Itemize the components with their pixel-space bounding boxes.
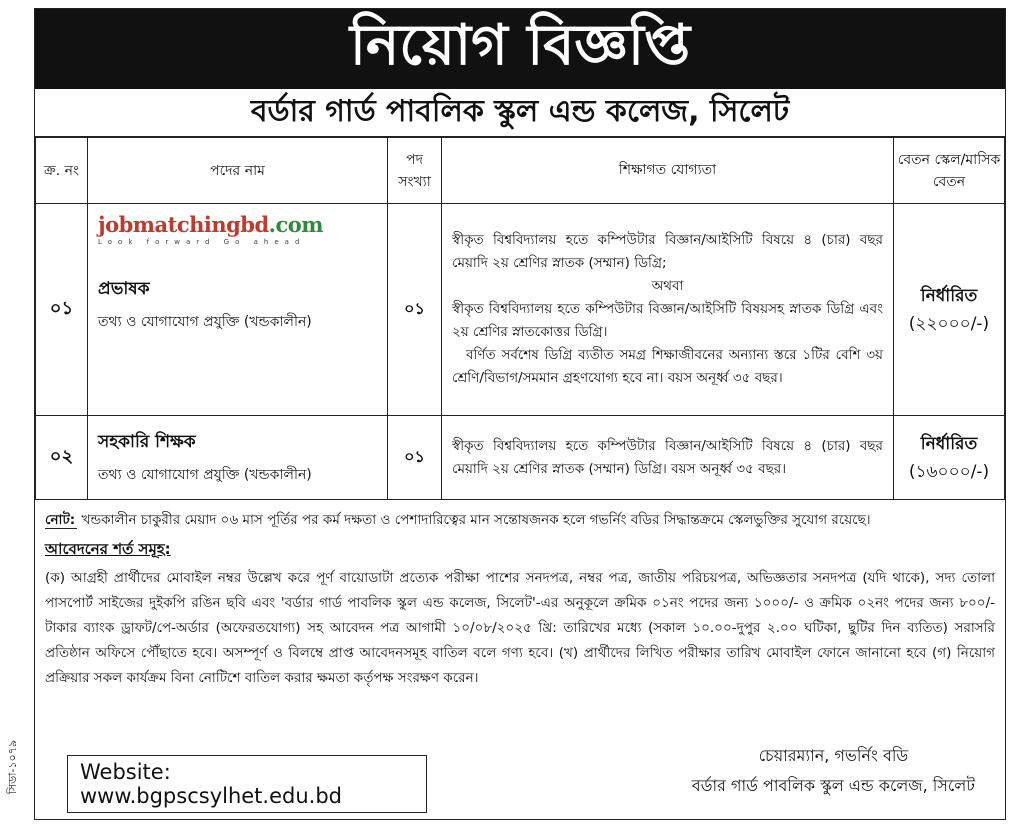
signatory-org: বর্ডার গার্ড পাবলিক স্কুল এন্ড কলেজ, সিলেট: [691, 776, 975, 795]
header-qualification: শিক্ষাগত যোগ্যতা: [442, 138, 894, 204]
vacancy-table: [35, 137, 1005, 500]
signatory-title: চেয়ারম্যান, গভর্নিং বডি: [758, 746, 909, 765]
salary-amount: (১৬০০০/-): [908, 461, 990, 482]
logo-tagline: Look forward Go ahead: [98, 238, 306, 246]
salary-label: নির্ধারিত: [920, 433, 978, 454]
signature-block: [692, 741, 975, 801]
header-count: পদ সংখ্যা: [388, 138, 442, 204]
note: [45, 508, 995, 533]
post-subject: তথ্য ও যোগাযোগ প্রযুক্তি (খন্ডকালীন): [98, 314, 312, 330]
header-serial: ক্র. নং: [36, 138, 88, 204]
row-qualification: [442, 204, 894, 416]
qualification-text: বর্ণিত সর্বশেষ ডিগ্রি ব্যতীত সমগ্র শিক্ষাজীবনের অন্যান্য স্তরে ১টির বেশি ৩য় শ্রেণি/বিভাগ/সমমান গ্রহণযোগ্য হবে না। বয়স অনূর্ধ্ব ৩৫ বছর।: [452, 347, 883, 386]
post-subject: তথ্য ও যোগাযোগ প্রযুক্তি (খন্ডকালীন): [98, 466, 312, 483]
table-row: [36, 204, 1005, 416]
website-box[interactable]: Website: www.bgpscsylhet.edu.bd: [67, 755, 427, 813]
row-post: [88, 204, 388, 416]
table-row: [36, 416, 1005, 500]
qualification-text: স্বীকৃত বিশ্ববিদ্যালয় হতে কম্পিউটার বিজ্ঞান/আইসিটি বিষয়ে ৪ (চার) বছর মেয়াদি ২য় শ্রেণির স্নাতক (সম্মান) ডিগ্রি। বয়স অনূর্ধ্ব ৩৫ বছর।: [452, 437, 883, 477]
row-count: ০১: [388, 204, 442, 416]
institution-name: বর্ডার গার্ড পাবলিক স্কুল এন্ড কলেজ, সিলেট: [35, 89, 1005, 137]
qualification-or: অথবা: [651, 278, 684, 294]
salary-label: নির্ধারিত: [920, 285, 978, 306]
footer: [35, 733, 1005, 819]
header-post-name: পদের নাম: [88, 138, 388, 204]
publication-code: সিডা-১০৭৯: [6, 740, 19, 795]
job-circular: [34, 8, 1006, 820]
qualification-text: স্বীকৃত বিশ্ববিদ্যালয় হতে কম্পিউটার বিজ্ঞান/আইসিটি বিষয়সহ স্নাতক ডিগ্রি এবং ২য় শ্রেণির স্নাতকোত্তর ডিগ্রি।: [452, 301, 883, 340]
conditions-title: আবেদনের শর্ত সমূহ:: [45, 540, 171, 558]
table-header-row: [36, 138, 1005, 204]
row-serial: ০২: [36, 416, 88, 500]
row-count: ০১: [388, 416, 442, 500]
post-title: সহকারি শিক্ষক: [98, 431, 196, 452]
notes-section: [35, 500, 1005, 699]
header-salary: বেতন স্কেল/মাসিক বেতন: [894, 138, 1005, 204]
logo-text: jobmatchingbd: [98, 212, 269, 237]
notice-title: নিয়োগ বিজ্ঞপ্তি: [35, 9, 1005, 89]
qualification-text: স্বীকৃত বিশ্ববিদ্যালয় হতে কম্পিউটার বিজ্ঞান/আইসিটি বিষয়ে ৪ (চার) বছর মেয়াদি ২য় শ্রেণির স্নাতক (সম্মান) ডিগ্রি;: [452, 232, 883, 271]
watermark-logo: [98, 212, 377, 246]
post-title: প্রভাষক: [98, 279, 150, 299]
conditions-body: (ক) আগ্রহী প্রার্থীদের মোবাইল নম্বর উল্লেখ করে পূর্ণ বায়োডাটা প্রত্যেক পরীক্ষা পাশের সনদপত্র, নম্বর পত্র, জাতীয় পরিচয়পত্র, অভিজ্ঞতার সনদপত্র (যদি থাকে), সদ্য তোলা পাসপোর্ট সাইজের দুইকপি রঙিন ছবি এবং 'বর্ডার গার্ড পাবলিক স্কুল এন্ড কলেজ, সিলেট'-এর অনুকূলে ক্রমিক ০১নং পদের জন্য ১০০০/- ও ক্রমিক ০২নং পদের জন্য ৮০০/- টাকার ব্যাংক ড্রাফট/পে-অর্ডার (অফেরতযোগ্য) সহ আবেদন পত্র আগামী ১০/০৮/২০২৫ খ্রি: তারিখের মধ্যে (সকাল ১০.০০-দুপুর ২.০০ ঘটিকা, ছুটির দিন ব্যতিত) সরাসরি প্রতিষ্ঠান অফিসে পৌঁছাতে হবে। অসম্পূর্ণ ও বিলম্বে প্রাপ্ত আবেদনসমূহ বাতিল বলে গণ্য হবে। (খ) প্রার্থীদের লিখিত পরীক্ষার তারিখ মোবাইল ফোনে জানানো হবে (গ) নিয়োগ প্রক্রিয়ার সকল কার্যক্রম বিনা নোটিশে বাতিল করার ক্ষমতা কর্তৃপক্ষ সংরক্ষণ করেন।: [45, 570, 995, 686]
salary-amount: (২২০০০/-): [908, 313, 990, 334]
note-text: খন্ডকালীন চাকুরীর মেয়াদ ০৬ মাস পূর্তির পর কর্ম দক্ষতা ও পেশাদারিত্বের মান সন্তোষজনক হলে গভর্নিং বডির সিদ্ধান্তক্রমে স্কেলভুক্তির সুযোগ রয়েছে।: [81, 512, 871, 528]
row-salary: [894, 416, 1005, 500]
row-salary: [894, 204, 1005, 416]
note-label: নোট:: [45, 512, 76, 528]
row-serial: ০১: [36, 204, 88, 416]
row-post: [88, 416, 388, 500]
logo-suffix: .com: [268, 212, 323, 237]
row-qualification: [442, 416, 894, 500]
